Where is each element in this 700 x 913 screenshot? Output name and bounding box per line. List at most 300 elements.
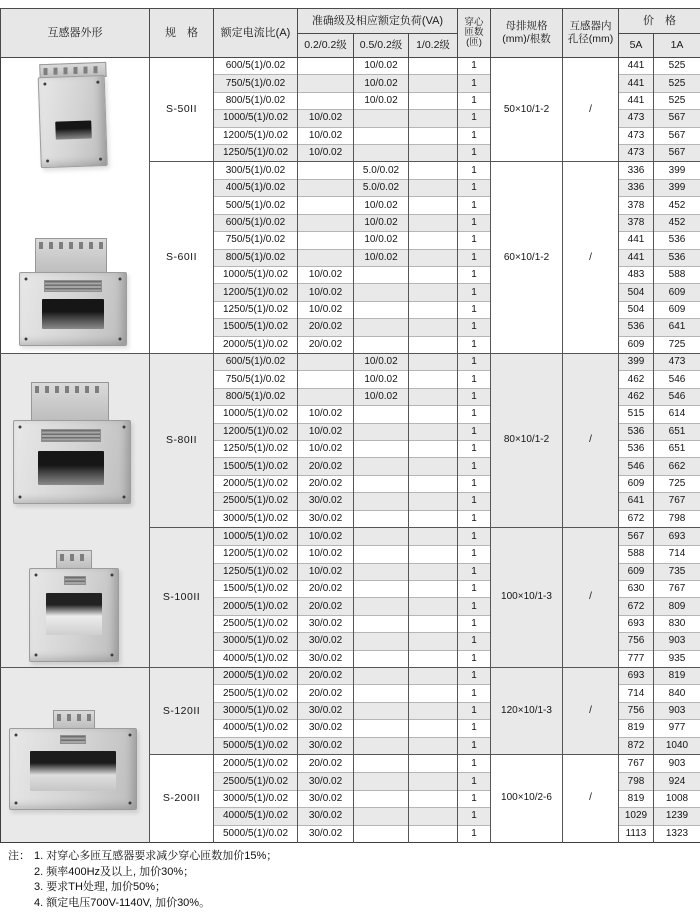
ratio-cell: 2000/5(1)/0.02: [214, 598, 298, 615]
acc-02-cell: [298, 214, 354, 231]
photo-window: [38, 451, 104, 485]
ct-price-table: [0, 8, 700, 843]
acc-1-cell: [409, 527, 458, 545]
acc-1-cell: [409, 825, 458, 842]
acc-02-cell: [298, 75, 354, 92]
ratio-cell: 2500/5(1)/0.02: [214, 773, 298, 790]
acc-1-cell: [409, 406, 458, 423]
hole-cell: /: [563, 527, 619, 667]
photo-body: [13, 420, 131, 504]
price-5a-cell: 536: [619, 319, 654, 336]
price-1a-cell: 830: [654, 615, 700, 632]
turns-cell: 1: [458, 790, 491, 807]
price-5a-cell: 399: [619, 354, 654, 371]
price-5a-cell: 609: [619, 336, 654, 353]
ct-photo-s50: [37, 62, 113, 168]
price-1a-cell: 1323: [654, 825, 700, 842]
acc-05-cell: 10/0.02: [354, 214, 409, 231]
col-header-appearance: 互感器外形: [1, 9, 150, 58]
acc-05-cell: [354, 301, 409, 318]
price-1a-cell: 473: [654, 354, 700, 371]
acc-02-cell: [298, 197, 354, 214]
price-1a-cell: 735: [654, 563, 700, 580]
acc-1-cell: [409, 371, 458, 388]
price-1a-cell: 546: [654, 371, 700, 388]
acc-02-cell: 30/0.02: [298, 737, 354, 754]
acc-05-cell: 10/0.02: [354, 197, 409, 214]
price-5a-cell: 756: [619, 633, 654, 650]
price-1a-cell: 767: [654, 581, 700, 598]
ratio-cell: 750/5(1)/0.02: [214, 75, 298, 92]
price-1a-cell: 924: [654, 773, 700, 790]
acc-02-cell: 30/0.02: [298, 650, 354, 667]
acc-1-cell: [409, 493, 458, 510]
acc-02-cell: 10/0.02: [298, 423, 354, 440]
price-5a-cell: 1029: [619, 808, 654, 825]
note-line: 1. 对穿心多匝互感器要求减少穿心匝数加价15%；: [34, 850, 278, 862]
price-1a-cell: 798: [654, 510, 700, 527]
acc-02-cell: [298, 232, 354, 249]
price-5a-cell: 473: [619, 127, 654, 144]
photo-terminal-block: [35, 238, 107, 274]
acc-05-cell: [354, 633, 409, 650]
acc-1-cell: [409, 598, 458, 615]
acc-05-cell: [354, 493, 409, 510]
ratio-cell: 2000/5(1)/0.02: [214, 668, 298, 685]
ct-photo-s60: [19, 238, 131, 350]
ratio-cell: 1500/5(1)/0.02: [214, 581, 298, 598]
acc-1-cell: [409, 546, 458, 563]
turns-cell: 1: [458, 754, 491, 772]
acc-02-cell: [298, 180, 354, 197]
acc-05-cell: [354, 615, 409, 632]
price-1a-cell: 567: [654, 110, 700, 127]
price-1a-cell: 1239: [654, 808, 700, 825]
acc-02-cell: 10/0.02: [298, 301, 354, 318]
ratio-cell: 5000/5(1)/0.02: [214, 737, 298, 754]
acc-1-cell: [409, 354, 458, 371]
price-1a-cell: 903: [654, 754, 700, 772]
ratio-cell: 800/5(1)/0.02: [214, 92, 298, 109]
ratio-cell: 1000/5(1)/0.02: [214, 527, 298, 545]
acc-1-cell: [409, 75, 458, 92]
col-header-accuracy-group: 准确级及相应额定负荷(VA): [298, 9, 458, 34]
hole-line: 孔径(mm): [567, 33, 614, 45]
acc-05-cell: [354, 406, 409, 423]
price-1a-cell: 725: [654, 475, 700, 492]
turns-cell: 1: [458, 371, 491, 388]
ratio-cell: 2500/5(1)/0.02: [214, 685, 298, 702]
ratio-cell: 500/5(1)/0.02: [214, 197, 298, 214]
ratio-cell: 2000/5(1)/0.02: [214, 754, 298, 772]
acc-05-cell: 10/0.02: [354, 58, 409, 75]
acc-02-cell: [298, 58, 354, 75]
price-5a-cell: 872: [619, 737, 654, 754]
acc-1-cell: [409, 510, 458, 527]
acc-02-cell: 30/0.02: [298, 633, 354, 650]
turns-cell: 1: [458, 527, 491, 545]
col-header-ratio: 额定电流比(A): [214, 9, 298, 58]
price-5a-cell: 515: [619, 406, 654, 423]
col-header-price-5a: 5A: [619, 34, 654, 58]
col-header-price-1a: 1A: [654, 34, 700, 58]
turns-cell: 1: [458, 127, 491, 144]
price-1a-cell: 809: [654, 598, 700, 615]
photo-body: [19, 272, 127, 346]
acc-1-cell: [409, 110, 458, 127]
acc-05-cell: 10/0.02: [354, 388, 409, 405]
acc-1-cell: [409, 319, 458, 336]
turns-cell: 1: [458, 668, 491, 685]
ratio-cell: 1250/5(1)/0.02: [214, 440, 298, 457]
ratio-cell: 400/5(1)/0.02: [214, 180, 298, 197]
acc-1-cell: [409, 301, 458, 318]
acc-05-cell: [354, 284, 409, 301]
note-line: 3. 要求TH处理, 加价50%；: [34, 881, 167, 893]
turns-cell: 1: [458, 197, 491, 214]
price-1a-cell: 1040: [654, 737, 700, 754]
ratio-cell: 2500/5(1)/0.02: [214, 615, 298, 632]
price-1a-cell: 588: [654, 267, 700, 284]
photo-label: [41, 429, 101, 442]
price-5a-cell: 473: [619, 110, 654, 127]
col-header-acc-02: 0.2/0.2级: [298, 34, 354, 58]
turns-cell: 1: [458, 702, 491, 719]
price-5a-cell: 777: [619, 650, 654, 667]
ratio-cell: 3000/5(1)/0.02: [214, 702, 298, 719]
ratio-cell: 1000/5(1)/0.02: [214, 406, 298, 423]
acc-02-cell: [298, 92, 354, 109]
spec-cell: S-80II: [150, 354, 214, 528]
turns-cell: 1: [458, 336, 491, 353]
col-header-price: 价 格: [619, 9, 700, 34]
busbar-cell: 60×10/1-2: [491, 162, 563, 354]
ratio-cell: 800/5(1)/0.02: [214, 388, 298, 405]
hole-cell: /: [563, 58, 619, 162]
turns-cell: 1: [458, 773, 491, 790]
turns-cell: 1: [458, 720, 491, 737]
note-line: 2. 频率400Hz及以上, 加价30%；: [34, 865, 195, 878]
ratio-cell: 600/5(1)/0.02: [214, 58, 298, 75]
price-5a-cell: 441: [619, 58, 654, 75]
photo-terminal-block: [56, 550, 92, 570]
acc-1-cell: [409, 336, 458, 353]
price-1a-cell: 714: [654, 546, 700, 563]
ratio-cell: 2000/5(1)/0.02: [214, 475, 298, 492]
acc-05-cell: 10/0.02: [354, 92, 409, 109]
busbar-line: 母排规格: [505, 19, 548, 32]
turns-cell: 1: [458, 563, 491, 580]
acc-1-cell: [409, 737, 458, 754]
turns-cell: 1: [458, 493, 491, 510]
ratio-cell: 1500/5(1)/0.02: [214, 319, 298, 336]
acc-1-cell: [409, 249, 458, 266]
turns-cell: 1: [458, 214, 491, 231]
acc-1-cell: [409, 563, 458, 580]
price-1a-cell: 525: [654, 75, 700, 92]
price-1a-cell: 1008: [654, 790, 700, 807]
turns-cell: 1: [458, 406, 491, 423]
acc-1-cell: [409, 754, 458, 772]
price-1a-cell: 567: [654, 144, 700, 161]
price-1a-cell: 609: [654, 301, 700, 318]
hole-line: 互感器内: [569, 19, 612, 32]
hole-cell: /: [563, 668, 619, 755]
price-1a-cell: 651: [654, 423, 700, 440]
acc-1-cell: [409, 702, 458, 719]
spec-cell: S-120II: [150, 668, 214, 755]
acc-05-cell: 10/0.02: [354, 75, 409, 92]
ratio-cell: 4000/5(1)/0.02: [214, 720, 298, 737]
turns-cell: 1: [458, 581, 491, 598]
price-1a-cell: 525: [654, 92, 700, 109]
turns-cell: 1: [458, 162, 491, 180]
acc-05-cell: [354, 319, 409, 336]
photo-cell: [1, 58, 150, 354]
price-1a-cell: 725: [654, 336, 700, 353]
col-header-spec: 规 格: [150, 9, 214, 58]
acc-02-cell: 20/0.02: [298, 319, 354, 336]
photo-label: [44, 280, 102, 292]
price-5a-cell: 672: [619, 598, 654, 615]
price-5a-cell: 714: [619, 685, 654, 702]
turns-cell: 1: [458, 440, 491, 457]
acc-05-cell: [354, 475, 409, 492]
photo-label: [64, 576, 86, 585]
price-1a-cell: 903: [654, 633, 700, 650]
acc-02-cell: [298, 354, 354, 371]
ratio-cell: 1250/5(1)/0.02: [214, 144, 298, 161]
ct-photo-s80: [13, 382, 135, 510]
ratio-cell: 1200/5(1)/0.02: [214, 423, 298, 440]
col-header-turns: [458, 9, 491, 58]
turns-cell: 1: [458, 685, 491, 702]
turns-cell: 1: [458, 510, 491, 527]
price-5a-cell: 693: [619, 668, 654, 685]
ratio-cell: 750/5(1)/0.02: [214, 232, 298, 249]
busbar-cell: 50×10/1-2: [491, 58, 563, 162]
price-1a-cell: 819: [654, 668, 700, 685]
price-1a-cell: 567: [654, 127, 700, 144]
price-5a-cell: 819: [619, 790, 654, 807]
turns-cell: 1: [458, 737, 491, 754]
acc-1-cell: [409, 162, 458, 180]
price-5a-cell: 588: [619, 546, 654, 563]
acc-02-cell: [298, 371, 354, 388]
busbar-cell: 100×10/2-6: [491, 754, 563, 842]
acc-02-cell: [298, 388, 354, 405]
ratio-cell: 600/5(1)/0.02: [214, 214, 298, 231]
acc-02-cell: 20/0.02: [298, 668, 354, 685]
acc-1-cell: [409, 440, 458, 457]
acc-1-cell: [409, 633, 458, 650]
price-5a-cell: 609: [619, 475, 654, 492]
price-5a-cell: 672: [619, 510, 654, 527]
ratio-cell: 1500/5(1)/0.02: [214, 458, 298, 475]
price-5a-cell: 504: [619, 301, 654, 318]
turns-cell: 1: [458, 615, 491, 632]
price-5a-cell: 441: [619, 232, 654, 249]
ratio-cell: 4000/5(1)/0.02: [214, 650, 298, 667]
busbar-line: (mm)/根数: [502, 33, 551, 45]
price-5a-cell: 441: [619, 92, 654, 109]
price-1a-cell: 536: [654, 249, 700, 266]
price-5a-cell: 798: [619, 773, 654, 790]
acc-02-cell: 20/0.02: [298, 685, 354, 702]
acc-02-cell: 30/0.02: [298, 825, 354, 842]
price-1a-cell: 452: [654, 197, 700, 214]
acc-1-cell: [409, 284, 458, 301]
price-1a-cell: 641: [654, 319, 700, 336]
ratio-cell: 1200/5(1)/0.02: [214, 546, 298, 563]
hole-cell: /: [563, 754, 619, 842]
ratio-cell: 4000/5(1)/0.02: [214, 808, 298, 825]
hole-cell: /: [563, 354, 619, 528]
acc-1-cell: [409, 214, 458, 231]
acc-02-cell: 30/0.02: [298, 790, 354, 807]
acc-05-cell: [354, 336, 409, 353]
acc-02-cell: 20/0.02: [298, 598, 354, 615]
photo-group: [1, 354, 148, 667]
price-1a-cell: 903: [654, 702, 700, 719]
acc-1-cell: [409, 423, 458, 440]
acc-1-cell: [409, 127, 458, 144]
price-1a-cell: 399: [654, 180, 700, 197]
acc-1-cell: [409, 475, 458, 492]
price-5a-cell: 641: [619, 493, 654, 510]
col-header-acc-1: 1/0.2级: [409, 34, 458, 58]
ratio-cell: 300/5(1)/0.02: [214, 162, 298, 180]
busbar-cell: 120×10/1-3: [491, 668, 563, 755]
photo-window: [55, 120, 92, 139]
price-1a-cell: 840: [654, 685, 700, 702]
turns-cell: 1: [458, 284, 491, 301]
acc-02-cell: [298, 162, 354, 180]
ratio-cell: 3000/5(1)/0.02: [214, 510, 298, 527]
turns-cell: 1: [458, 144, 491, 161]
turns-cell: 1: [458, 475, 491, 492]
turns-line: 穿心: [464, 16, 484, 28]
turns-cell: 1: [458, 458, 491, 475]
acc-1-cell: [409, 458, 458, 475]
acc-02-cell: 10/0.02: [298, 563, 354, 580]
price-5a-cell: 536: [619, 440, 654, 457]
acc-05-cell: 10/0.02: [354, 249, 409, 266]
ratio-cell: 2500/5(1)/0.02: [214, 493, 298, 510]
acc-05-cell: [354, 825, 409, 842]
spec-cell: S-100II: [150, 527, 214, 667]
turns-cell: 1: [458, 319, 491, 336]
price-5a-cell: 378: [619, 197, 654, 214]
photo-window: [42, 299, 104, 329]
notes-prefix: 注：: [8, 850, 30, 862]
turns-cell: 1: [458, 388, 491, 405]
acc-05-cell: [354, 754, 409, 772]
price-1a-cell: 977: [654, 720, 700, 737]
price-5a-cell: 462: [619, 388, 654, 405]
acc-02-cell: 20/0.02: [298, 336, 354, 353]
price-5a-cell: 767: [619, 754, 654, 772]
acc-02-cell: 20/0.02: [298, 754, 354, 772]
acc-1-cell: [409, 650, 458, 667]
acc-02-cell: 10/0.02: [298, 527, 354, 545]
acc-05-cell: [354, 808, 409, 825]
price-1a-cell: 767: [654, 493, 700, 510]
price-5a-cell: 483: [619, 267, 654, 284]
acc-02-cell: 30/0.02: [298, 493, 354, 510]
price-1a-cell: 452: [654, 214, 700, 231]
price-1a-cell: 399: [654, 162, 700, 180]
price-5a-cell: 609: [619, 563, 654, 580]
turns-cell: 1: [458, 92, 491, 109]
price-5a-cell: 462: [619, 371, 654, 388]
acc-1-cell: [409, 180, 458, 197]
acc-05-cell: [354, 720, 409, 737]
price-5a-cell: 630: [619, 581, 654, 598]
ratio-cell: 750/5(1)/0.02: [214, 371, 298, 388]
acc-05-cell: [354, 773, 409, 790]
acc-05-cell: [354, 581, 409, 598]
turns-cell: 1: [458, 232, 491, 249]
price-5a-cell: 336: [619, 162, 654, 180]
table-row: [1, 58, 700, 75]
acc-05-cell: [354, 598, 409, 615]
ratio-cell: 2000/5(1)/0.02: [214, 336, 298, 353]
acc-05-cell: [354, 440, 409, 457]
table-header: [1, 9, 700, 58]
acc-05-cell: [354, 737, 409, 754]
acc-02-cell: 10/0.02: [298, 406, 354, 423]
ct-photo-s100: [27, 550, 123, 666]
acc-05-cell: [354, 650, 409, 667]
acc-02-cell: 10/0.02: [298, 284, 354, 301]
photo-body: [9, 728, 137, 810]
acc-05-cell: [354, 127, 409, 144]
price-5a-cell: 756: [619, 702, 654, 719]
photo-cell: [1, 668, 150, 843]
turns-cell: 1: [458, 58, 491, 75]
col-header-busbar: [491, 9, 563, 58]
hole-cell: /: [563, 162, 619, 354]
acc-1-cell: [409, 773, 458, 790]
ratio-cell: 800/5(1)/0.02: [214, 249, 298, 266]
acc-02-cell: 10/0.02: [298, 127, 354, 144]
acc-1-cell: [409, 668, 458, 685]
acc-05-cell: [354, 527, 409, 545]
turns-cell: 1: [458, 423, 491, 440]
col-header-acc-05: 0.5/0.2级: [354, 34, 409, 58]
notes: [4, 849, 696, 911]
acc-05-cell: [354, 668, 409, 685]
price-1a-cell: 525: [654, 58, 700, 75]
ratio-cell: 1000/5(1)/0.02: [214, 110, 298, 127]
price-5a-cell: 441: [619, 249, 654, 266]
price-5a-cell: 693: [619, 615, 654, 632]
ratio-cell: 1200/5(1)/0.02: [214, 284, 298, 301]
price-5a-cell: 819: [619, 720, 654, 737]
acc-02-cell: 30/0.02: [298, 808, 354, 825]
acc-05-cell: 10/0.02: [354, 371, 409, 388]
acc-05-cell: [354, 110, 409, 127]
photo-body: [29, 568, 119, 662]
table-row: [1, 354, 700, 371]
acc-02-cell: 20/0.02: [298, 475, 354, 492]
ratio-cell: 3000/5(1)/0.02: [214, 633, 298, 650]
acc-05-cell: [354, 267, 409, 284]
acc-05-cell: 10/0.02: [354, 232, 409, 249]
ratio-cell: 600/5(1)/0.02: [214, 354, 298, 371]
price-1a-cell: 693: [654, 527, 700, 545]
